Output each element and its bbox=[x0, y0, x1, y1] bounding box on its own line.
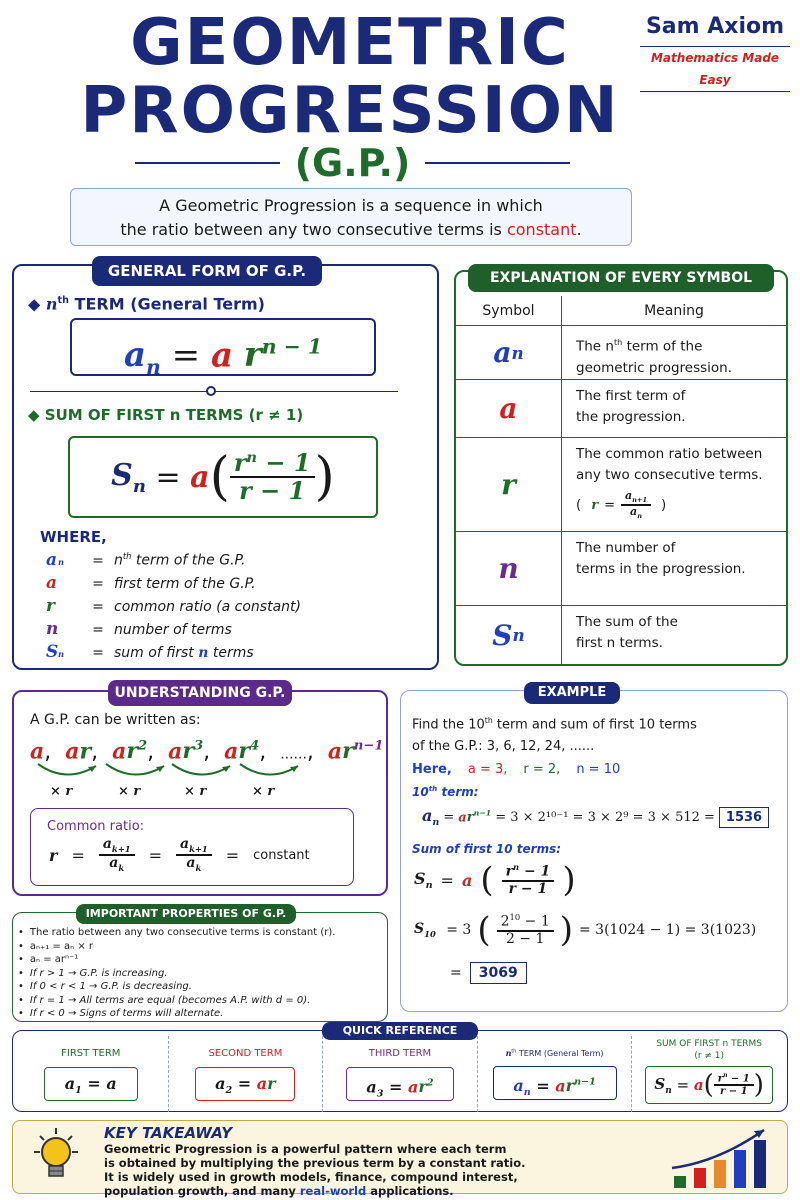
explanation-row bbox=[456, 380, 786, 438]
where-item bbox=[46, 596, 426, 619]
times-r-2: × r bbox=[118, 784, 141, 799]
nth-term-label: TERM (General Term) bbox=[74, 294, 265, 314]
example-n: n = 10 bbox=[576, 762, 621, 777]
author-rule-bottom bbox=[640, 91, 790, 92]
where-symbol: a bbox=[46, 550, 58, 570]
definition-line2-text: the ratio between any two consecutive terms is bbox=[120, 220, 502, 239]
quick-ref-sum-box: $S_n$ = a ( $\frac{r^n - 1}{r - 1}$ ) bbox=[645, 1066, 773, 1104]
nth-term-formula-box bbox=[70, 318, 376, 380]
diamond-icon: ◆ bbox=[28, 294, 41, 314]
col-meaning-header: Meaning bbox=[644, 302, 704, 319]
definition-box bbox=[70, 188, 632, 246]
formula-a-n: $a_n$ bbox=[123, 335, 161, 380]
formula-r: $r^{n - 1}$ bbox=[243, 335, 323, 376]
explanation-symbol: S n bbox=[456, 606, 562, 664]
author-name: Sam Axiom bbox=[645, 14, 785, 39]
explanation-row bbox=[456, 532, 786, 606]
tenth-term-label: 10th term: bbox=[412, 784, 479, 799]
multiply-arrows bbox=[30, 760, 330, 784]
property-item: • If r = 1 → All terms are equal (becomes A.P. with d = 0). bbox=[18, 994, 311, 1006]
quick-ref-third-box: $a_3 = ar^2$ bbox=[346, 1067, 454, 1101]
example-q1: Find the 10th term and sum of first 10 terms bbox=[412, 716, 697, 733]
bullet-icon: • bbox=[18, 1008, 24, 1019]
times-r-3: × r bbox=[184, 784, 207, 799]
example-heading: EXAMPLE bbox=[524, 682, 620, 704]
sum-heading bbox=[28, 404, 303, 426]
sum-formula-lparen: ( bbox=[209, 447, 230, 507]
explanation-symbol: r bbox=[456, 438, 562, 531]
properties-heading: IMPORTANT PROPERTIES OF G.P. bbox=[76, 904, 296, 924]
takeaway-text bbox=[104, 1124, 644, 1198]
property-item: • If r > 1 → G.P. is increasing. bbox=[18, 967, 168, 979]
explanation-rows bbox=[456, 326, 786, 664]
bullet-icon: • bbox=[18, 954, 24, 965]
page-title-abbrev: (G.P.) bbox=[294, 141, 411, 185]
definition-highlight: constant bbox=[506, 220, 577, 239]
quick-ref-second bbox=[169, 1036, 324, 1112]
seq-ar: ar bbox=[65, 738, 92, 765]
nth-term-heading bbox=[28, 290, 265, 315]
where-symbol: r bbox=[46, 596, 55, 616]
col-symbol-header: Symbol bbox=[456, 296, 562, 326]
growth-chart-icon bbox=[668, 1124, 778, 1192]
times-r-4: × r bbox=[252, 784, 275, 799]
takeaway-line2: is obtained by multiplying the previous term by a constant ratio. bbox=[104, 1156, 526, 1170]
title-divider-right bbox=[425, 162, 570, 164]
where-symbol: a bbox=[46, 573, 58, 593]
where-symbol: S bbox=[46, 642, 59, 662]
example-here: Here, bbox=[412, 762, 452, 777]
quick-ref-second-box: $a_2$ = ar bbox=[195, 1067, 295, 1101]
example-a: a = 3, bbox=[467, 762, 508, 777]
bullet-icon: • bbox=[18, 967, 24, 979]
explanation-table bbox=[456, 296, 786, 664]
example-given bbox=[412, 760, 620, 780]
quick-ref-nth-label: $n^{th}$ TERM (General Term) bbox=[505, 1048, 604, 1058]
bullet-icon: • bbox=[18, 994, 24, 1006]
quick-ref-first bbox=[14, 1036, 169, 1112]
property-item: • The ratio between any two consecutive terms is constant (r). bbox=[18, 927, 336, 938]
page-title-line1: GEOMETRIC bbox=[130, 6, 570, 80]
where-eq: = bbox=[92, 599, 104, 615]
constant-word: constant bbox=[253, 847, 310, 863]
seq-ar2: $ar^2$ bbox=[112, 738, 148, 765]
title-divider-left bbox=[135, 162, 280, 164]
takeaway-line1: Geometric Progression is a powerful pattern where each term bbox=[104, 1142, 507, 1156]
general-form-heading: GENERAL FORM OF G.P. bbox=[92, 256, 322, 286]
tenth-calc-text: = 3 × 2¹⁰⁻¹ = 3 × 2⁹ = 3 × 512 = bbox=[495, 809, 715, 825]
definition-period: . bbox=[576, 220, 582, 239]
understanding-intro: A G.P. can be written as: bbox=[30, 712, 201, 728]
explanation-symbol: a bbox=[456, 380, 562, 437]
explanation-heading: EXPLANATION OF EVERY SYMBOL bbox=[468, 264, 774, 292]
takeaway-line4: population growth, and many real-world applications. bbox=[104, 1184, 454, 1198]
example-r: r = 2, bbox=[523, 762, 561, 777]
property-item: • aₙ = arⁿ⁻¹ bbox=[18, 954, 79, 965]
common-ratio-box bbox=[30, 808, 354, 886]
where-label: WHERE, bbox=[40, 528, 107, 546]
sum-formula-box bbox=[68, 436, 378, 518]
property-item: • If 0 < r < 1 → G.P. is decreasing. bbox=[18, 981, 192, 992]
lightbulb-icon bbox=[26, 1126, 86, 1190]
explanation-row bbox=[456, 438, 786, 532]
quick-ref-heading: QUICK REFERENCE bbox=[322, 1022, 478, 1040]
where-desc: $n^{th}$ term of the G.P. bbox=[114, 551, 246, 569]
sum-answer-row: = 3069 bbox=[450, 962, 527, 984]
sum-formula-eq: = bbox=[145, 459, 191, 495]
where-eq: = bbox=[92, 645, 104, 661]
sum-formula-rparen: ) bbox=[314, 447, 335, 507]
quick-ref-second-label: SECOND TERM bbox=[208, 1048, 283, 1059]
seq-arn: $ar^{n-1}$ bbox=[327, 738, 384, 765]
nth-term-n: n bbox=[45, 294, 58, 314]
seq-dots: ...... bbox=[280, 746, 307, 763]
tenth-term-calc: $a_n$ = $ar^{n-1}$ = 3 × 2¹⁰⁻¹ = 3 × 2⁹ = 3 × 512 = 1536 bbox=[422, 806, 769, 828]
explanation-meaning: The first term of the progression. bbox=[576, 388, 686, 425]
sum-formula-s: $S_n$ bbox=[111, 457, 146, 497]
times-r-1: × r bbox=[50, 784, 73, 799]
sum-calc-text: = 3(1024 − 1) = 3(1023) bbox=[579, 922, 757, 938]
explanation-symbol: a n bbox=[456, 326, 562, 379]
common-ratio-formula: r = $\frac{a_{k+1}}{a_k}$ = $\frac{a_{k+1}}{a_k}$ = constant bbox=[49, 836, 310, 873]
where-eq: = bbox=[92, 622, 104, 638]
where-item bbox=[46, 619, 426, 642]
sum-ten-label: Sum of first 10 terms: bbox=[412, 842, 562, 856]
bullet-icon: • bbox=[18, 940, 24, 952]
explanation-row bbox=[456, 606, 786, 664]
sum-general-calc: $S_n$ = a ( $\frac{r^n - 1}{r - 1}$ ) bbox=[414, 860, 576, 900]
quick-ref-sum-label: SUM OF FIRST n TERMS (r ≠ 1) bbox=[656, 1039, 763, 1061]
where-symbol: n bbox=[46, 619, 59, 639]
explanation-meaning: The number of terms in the progression. bbox=[576, 540, 746, 577]
where-desc: sum of first n terms bbox=[114, 645, 254, 661]
sum-formula-frac: $\frac{r^n - 1}{r - 1}$ bbox=[230, 450, 315, 505]
sum-ten-calc: $S_{10}$ = 3 ( $\frac{2^{10} - 1}{2 - 1}$ ) = 3(1024 − 1) = 3(1023) bbox=[414, 910, 757, 950]
explanation-header-row bbox=[456, 296, 786, 326]
formula-equals: = bbox=[171, 335, 211, 376]
quick-ref-row bbox=[14, 1036, 786, 1112]
where-desc: first term of the G.P. bbox=[114, 576, 256, 592]
answer-3069: 3069 bbox=[470, 962, 527, 984]
where-item bbox=[46, 573, 426, 596]
quick-ref-third bbox=[323, 1036, 478, 1112]
author-badge bbox=[640, 12, 790, 92]
seq-a: a bbox=[30, 738, 45, 765]
nth-term-th: th bbox=[57, 295, 69, 306]
where-eq: = bbox=[92, 576, 104, 592]
explanation-meaning: The $n^{th}$ term of the geometric progression. bbox=[576, 337, 733, 376]
takeaway-heading: KEY TAKEAWAY bbox=[104, 1124, 233, 1142]
understanding-heading: UNDERSTANDING G.P. bbox=[108, 680, 292, 706]
quick-ref-first-box: $a_1 = a$ bbox=[44, 1067, 138, 1101]
where-item: S n = sum of first n terms bbox=[46, 642, 254, 662]
definition-line2 bbox=[71, 218, 631, 242]
common-ratio-label: Common ratio: bbox=[47, 819, 145, 834]
where-eq: = bbox=[92, 553, 104, 569]
sum-formula-a: a bbox=[190, 459, 210, 495]
properties-list bbox=[18, 926, 384, 1021]
explanation-meaning: The sum of the first n terms. bbox=[576, 614, 678, 651]
takeaway-line3: It is widely used in growth models, finance, compound interest, bbox=[104, 1170, 518, 1184]
quick-ref-sum bbox=[632, 1036, 786, 1112]
page-title-line2: PROGRESSION bbox=[80, 74, 620, 148]
seq-ar3: $ar^3$ bbox=[168, 738, 204, 765]
definition-line1: A Geometric Progression is a sequence in which bbox=[159, 196, 543, 215]
formula-a: a bbox=[210, 335, 233, 376]
where-item: a n = $n^{th}$ term of the G.P. bbox=[46, 550, 246, 570]
quick-ref-nth-box: $a_n = ar^{n-1}$ bbox=[493, 1066, 617, 1100]
bullet-icon: • bbox=[18, 981, 24, 992]
where-desc: number of terms bbox=[114, 622, 232, 638]
answer-1536: 1536 bbox=[719, 807, 769, 828]
sequence-row: a, ar, $ar^2$, $ar^3$, $ar^4$, ......, $ar^{n-1}$ bbox=[30, 738, 384, 765]
explanation-meaning: The common ratio between any two consecutive terms. ( r = $\frac{a_{n+1}}{a_n}$ ) bbox=[562, 438, 786, 531]
ratio-formula: ( r = $\frac{a_{n+1}}{a_n}$ ) bbox=[576, 489, 667, 521]
property-item: • If r < 0 → Signs of terms will alternate. bbox=[18, 1008, 224, 1019]
divider-dot-icon bbox=[206, 386, 216, 396]
property-item: • aₙ₊₁ = aₙ × r bbox=[18, 940, 94, 952]
quick-ref-nth bbox=[478, 1036, 633, 1112]
sum-label: SUM OF FIRST n TERMS (r ≠ 1) bbox=[44, 406, 304, 424]
where-list bbox=[46, 550, 426, 665]
where-desc: common ratio (a constant) bbox=[114, 599, 301, 615]
quick-ref-third-label: THIRD TERM bbox=[368, 1048, 432, 1059]
example-question bbox=[412, 710, 697, 758]
bullet-icon: • bbox=[18, 927, 24, 938]
author-tagline: Mathematics Made Easy bbox=[650, 51, 780, 87]
diamond-icon-2: ◆ bbox=[28, 406, 40, 424]
explanation-symbol: n bbox=[456, 532, 562, 605]
quick-ref-first-label: FIRST TERM bbox=[61, 1048, 121, 1059]
example-q2: of the G.P.: 3, 6, 12, 24, ...... bbox=[412, 739, 595, 755]
explanation-row bbox=[456, 326, 786, 380]
seq-ar4: $ar^4$ bbox=[224, 738, 260, 765]
